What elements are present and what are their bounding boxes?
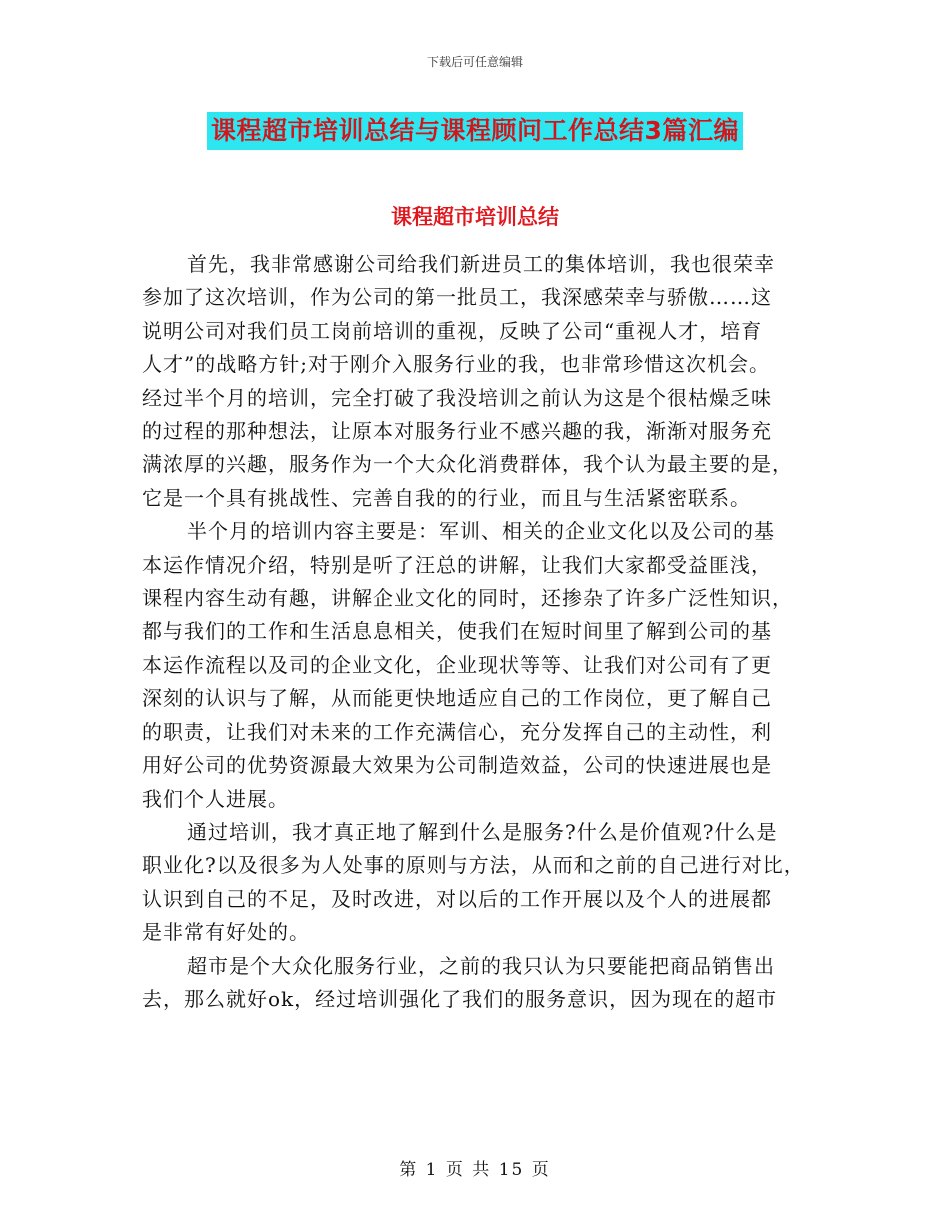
- text-line: 通过培训，我才真正地了解到什么是服务?什么是价值观?什么是: [187, 819, 778, 844]
- section-title: 课程超市培训总结: [391, 205, 559, 229]
- text-line: 职业化?以及很多为人处事的原则与方法，从而和之前的自己进行对比，: [142, 853, 805, 878]
- text-line: 首先，我非常感谢公司给我们新进员工的集体培训，我也很荣幸: [187, 252, 775, 276]
- text-line: 用好公司的优势资源最大效果为公司制造效益，公司的快速进展也是: [142, 753, 772, 778]
- text-line: 深刻的认识与了解，从而能更快地适应自己的工作岗位，更了解自己: [142, 686, 772, 711]
- text-line: 我们个人进展。: [142, 786, 289, 811]
- text-line: 都与我们的工作和生活息息相关，使我们在短时间里了解到公司的基: [142, 619, 772, 644]
- text-line: 说明公司对我们员工岗前培训的重视，反映了公司“重视人才，培育: [142, 318, 763, 343]
- header-note: 下载后可任意编辑: [426, 55, 523, 69]
- text-line: 的职责，让我们对未来的工作充满信心，充分发挥自己的主动性，利: [142, 719, 772, 744]
- text-line: 经过半个月的培训，完全打破了我没培训之前认为这是个很枯燥乏味: [142, 385, 772, 410]
- text-line: 人才”的战略方针;对于刚介入服务行业的我，也非常珍惜这次机会。: [142, 352, 770, 377]
- paragraph-1: [142, 248, 812, 515]
- text-line: 的过程的那种想法，让原本对服务行业不感兴趣的我，渐渐对服务充: [142, 419, 772, 444]
- doc-title: 课程超市培训总结与课程顾问工作总结3篇汇编: [207, 112, 743, 150]
- text-line: 认识到自己的不足，及时改进，对以后的工作开展以及个人的进展都: [142, 886, 772, 911]
- doc-title-wrap: [0, 112, 950, 150]
- text-line: 它是一个具有挑战性、完善自我的的行业，而且与生活紧密联系。: [142, 485, 751, 510]
- page-footer: 第 1 页 共 15 页: [399, 1160, 551, 1180]
- text-line: 本运作流程以及司的企业文化，企业现状等等、让我们对公司有了更: [142, 652, 772, 677]
- body-text: [142, 248, 812, 1016]
- paragraph-3: [142, 816, 812, 950]
- text-line: 超市是个大众化服务行业，之前的我只认为只要能把商品销售出: [187, 953, 775, 978]
- text-line: 半个月的培训内容主要是：军训、相关的企业文化以及公司的基: [187, 519, 775, 544]
- text-line: 去，那么就好ok，经过培训强化了我们的服务意识，因为现在的超市: [142, 986, 778, 1011]
- paragraph-2: [142, 515, 812, 816]
- paragraph-4: [142, 950, 812, 1017]
- text-line: 满浓厚的兴趣，服务作为一个大众化消费群体，我个认为最主要的是，: [142, 452, 793, 477]
- text-line: 是非常有好处的。: [142, 920, 310, 945]
- text-line: 参加了这次培训，作为公司的第一批员工，我深感荣幸与骄傲……这: [142, 285, 772, 310]
- text-line: 课程内容生动有趣，讲解企业文化的同时，还掺杂了许多广泛性知识，: [142, 586, 793, 611]
- text-line: 本运作情况介绍，特别是听了汪总的讲解，让我们大家都受益匪浅，: [142, 552, 772, 577]
